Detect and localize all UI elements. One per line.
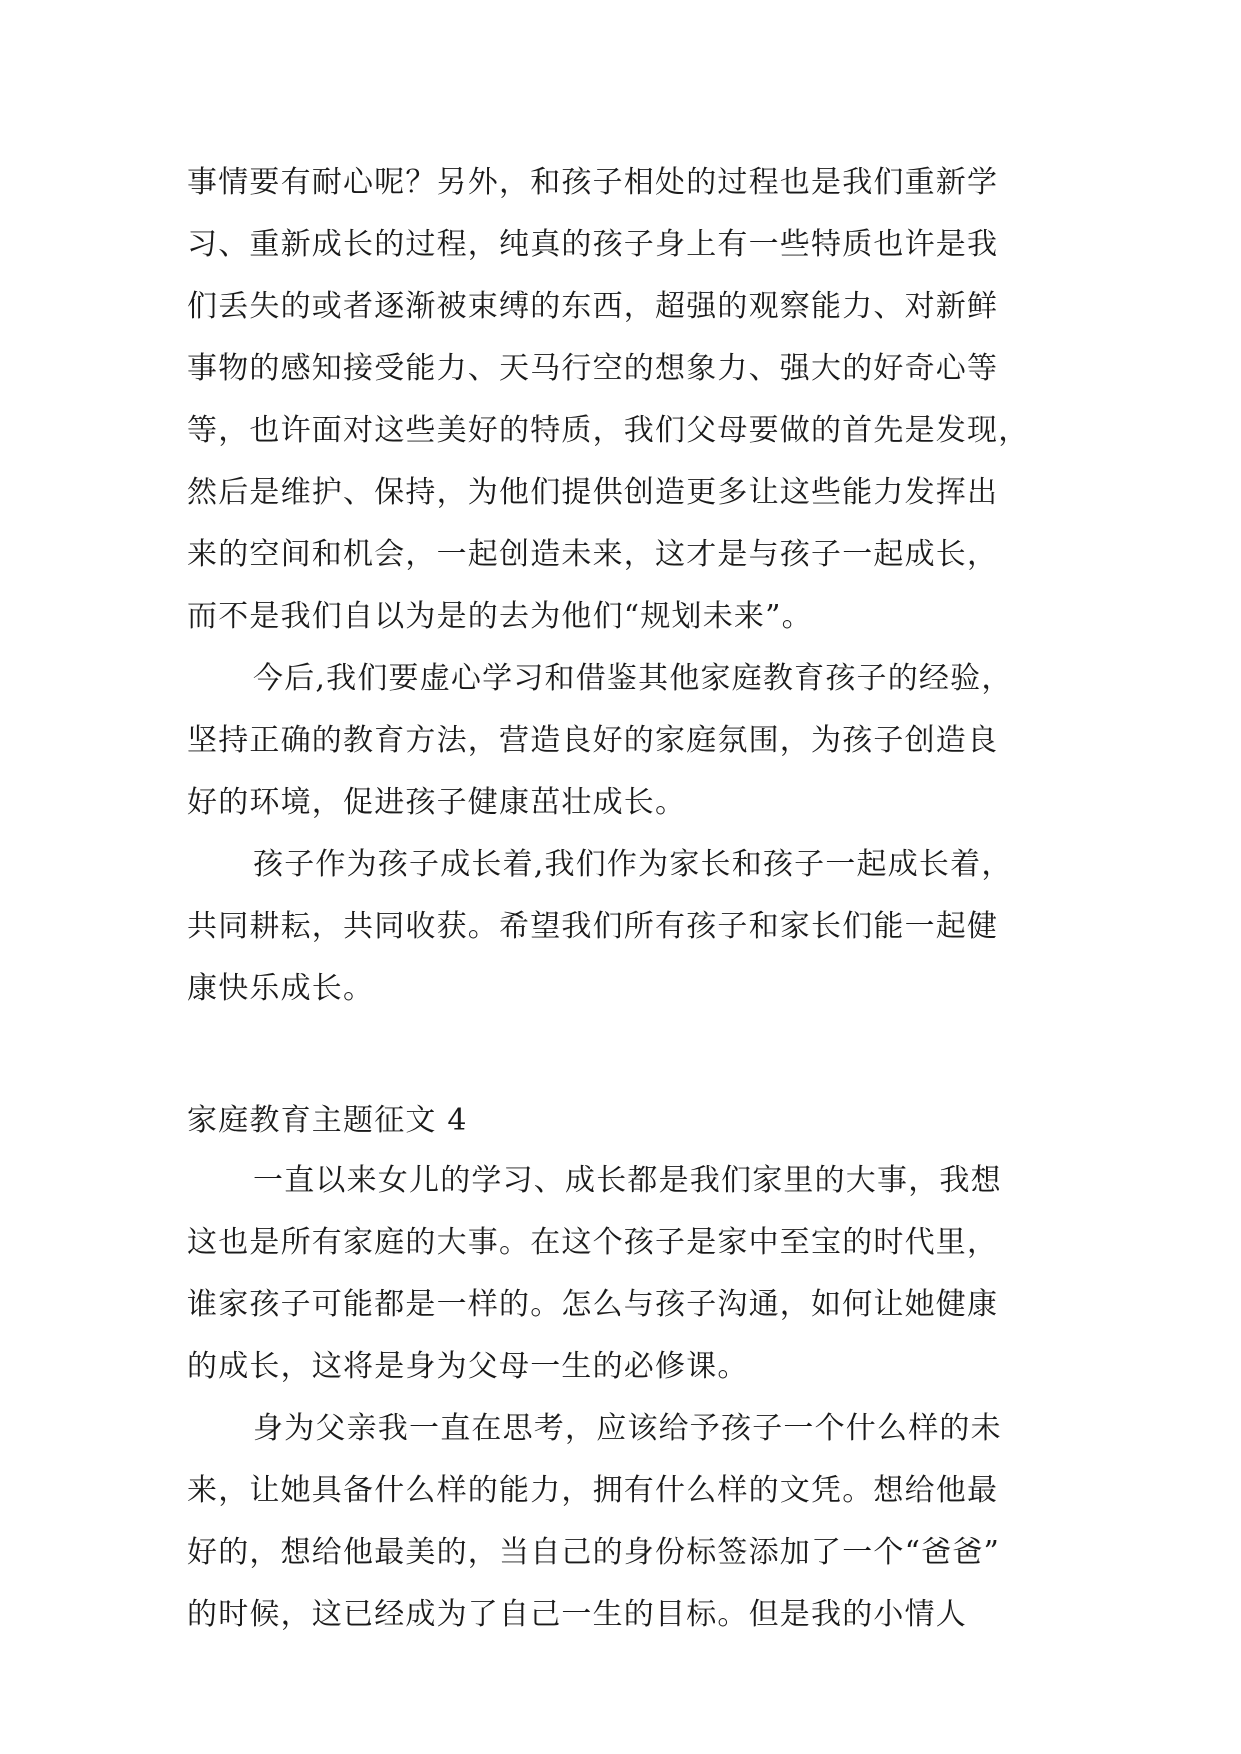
paragraph-2-line-2: 坚持正确的教育方法，营造良好的家庭氛围，为孩子创造良 (187, 723, 999, 758)
paragraph-1-line-5: 等，也许面对这些美好的特质，我们父母要做的首先是发现， (187, 413, 1030, 448)
paragraph-1 (187, 152, 1047, 648)
paragraph-2 (187, 648, 1047, 834)
paragraph-1-line-3: 们丢失的或者逐渐被束缚的东西，超强的观察能力、对新鲜 (187, 289, 999, 324)
paragraph-4-line-1: 一直以来女儿的学习、成长都是我们家里的大事，我想 (253, 1163, 1002, 1198)
paragraph-1-line-4: 事物的感知接受能力、天马行空的想象力、强大的好奇心等 (187, 351, 999, 386)
section-spacer (187, 1020, 1047, 1092)
paragraph-1-line-2: 习、重新成长的过程，纯真的孩子身上有一些特质也许是我 (187, 227, 999, 262)
paragraph-5-line-3: 好的，想给他最美的，当自己的身份标签添加了一个“爸爸” (187, 1535, 1001, 1570)
paragraph-4-line-4: 的成长，这将是身为父母一生的必修课。 (187, 1349, 749, 1384)
paragraph-3 (187, 834, 1047, 1020)
paragraph-1-line-7: 来的空间和机会，一起创造未来，这才是与孩子一起成长， (187, 537, 999, 572)
paragraph-1-line-6: 然后是维护、保持，为他们提供创造更多让这些能力发挥出 (187, 475, 999, 510)
section-heading: 家庭教育主题征文 4 (187, 1103, 468, 1138)
paragraph-3-line-3: 康快乐成长。 (187, 971, 375, 1006)
paragraph-1-line-8: 而不是我们自以为是的去为他们“规划未来”。 (187, 599, 813, 634)
paragraph-5-line-4: 的时候，这已经成为了自己一生的目标。但是我的小情人 (187, 1597, 967, 1632)
paragraph-5-line-1: 身为父亲我一直在思考，应该给予孩子一个什么样的未 (253, 1411, 1002, 1446)
paragraph-4 (187, 1150, 1047, 1398)
paragraph-4-line-3: 谁家孩子可能都是一样的。怎么与孩子沟通，如何让她健康 (187, 1287, 999, 1322)
document-body (187, 152, 1047, 1646)
paragraph-1-line-1: 事情要有耐心呢？另外，和孩子相处的过程也是我们重新学 (187, 165, 999, 200)
paragraph-4-line-2: 这也是所有家庭的大事。在这个孩子是家中至宝的时代里， (187, 1225, 999, 1260)
paragraph-5-line-2: 来，让她具备什么样的能力，拥有什么样的文凭。想给他最 (187, 1473, 999, 1508)
paragraph-2-line-1: 今后,我们要虚心学习和借鉴其他家庭教育孩子的经验， (253, 661, 1013, 696)
paragraph-3-line-1: 孩子作为孩子成长着,我们作为家长和孩子一起成长着， (253, 847, 1013, 882)
paragraph-3-line-2: 共同耕耘，共同收获。希望我们所有孩子和家长们能一起健 (187, 909, 999, 944)
paragraph-2-line-3: 好的环境，促进孩子健康茁壮成长。 (187, 785, 687, 820)
paragraph-5 (187, 1398, 1047, 1646)
